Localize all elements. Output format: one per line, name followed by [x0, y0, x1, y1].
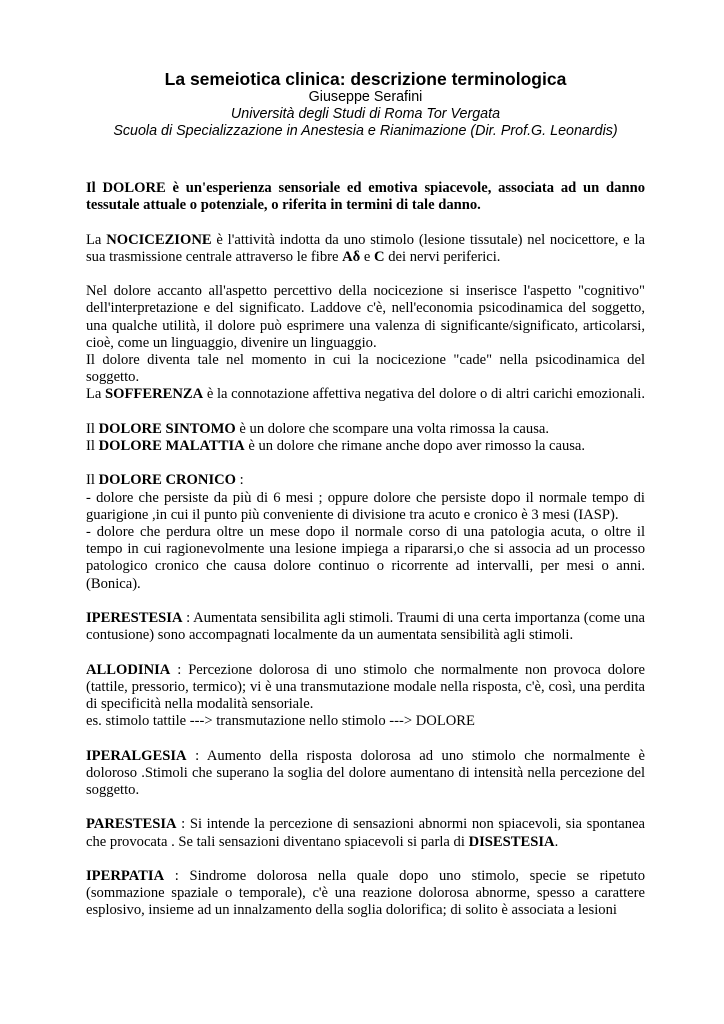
text-fragment: . — [554, 833, 559, 850]
paragraph-iperalgesia — [86, 748, 645, 800]
text-line — [86, 421, 645, 438]
term-dolore-cronico: DOLORE CRONICO — [98, 472, 237, 489]
paragraph-dolore-definition: Il DOLORE è un'esperienza sensoriale ed emotiva spiacevole, associata ad un danno tessutale attuale o potenziale, o riferita in termini di tale danno. — [86, 180, 645, 214]
term-parestesia: PARESTESIA — [86, 816, 177, 833]
text-fragment: : Sindrome dolorosa nella quale dopo uno stimolo, specie se ripetuto (sommazione spaziale o temporale), c'è una reazione dolorosa abnorme, spesso a carattere esplosivo, insieme ad un innalzamento della soglia dolorifica; di solito è associata a lesioni — [86, 867, 645, 919]
text-line: Nel dolore accanto all'aspetto percettivo della nocicezione si inserisce l'aspetto "cognitivo" dell'interpretazione e del significato. Laddove c'è, nell'economia psicodinamica del soggetto, una qualche utilità, il dolore può esprimere una valenza di significante/significato, articolarsi, cioè, come un linguaggio, divenire un linguaggio. — [86, 283, 645, 351]
text-fragment: : Aumento della risposta dolorosa ad uno stimolo che normalmente è doloroso .Stimoli che superano la soglia del dolore aumentano di intensità nella percezione del soggetto. — [86, 747, 645, 798]
document-header — [86, 0, 645, 140]
term-nocicezione: NOCICEZIONE — [106, 231, 212, 248]
list-item: - dolore che perdura oltre un mese dopo il normale corso di una patologia acuta, o oltre il tempo in cui ragionevolmente una lesione impiega a ripararsi,o che si associa ad un processo patologico cronico che causa dolore continuo o ricorrente ad intervalli, per mesi o anni. (Bonica). — [86, 524, 645, 592]
text-fragment: La — [86, 231, 107, 248]
text-line — [86, 662, 645, 714]
paragraph-sintomo-malattia — [86, 421, 645, 455]
document-body — [86, 180, 645, 920]
paragraph-cognitive-aspect — [86, 283, 645, 403]
university-name: Università degli Studi di Roma Tor Vergata — [230, 106, 501, 122]
text-line — [86, 438, 645, 455]
text-fragment: è l'attività indotta da uno stimolo (lesione tissutale) nel nocicettore, e la sua trasmissione centrale attraverso le fibre — [86, 231, 645, 265]
author-name: Giuseppe Serafini — [308, 89, 423, 105]
document-title: La semeiotica clinica: descrizione terminologica — [164, 69, 567, 89]
term-dolore-malattia: DOLORE MALATTIA — [98, 438, 245, 454]
list-item: - dolore che persiste da più di 6 mesi ; oppure dolore che persiste dopo il normale tempo di guarigione ,in cui il punto più conveniente di divisione tra acuto e cronico è 3 mesi (IASP). — [86, 489, 645, 523]
term-disestesia: DISESTESIA — [468, 833, 555, 850]
text-fragment: : Percezione dolorosa di uno stimolo che normalmente non provoca dolore (tattile, pressorio, termico); vi è una transmutazione modale nella risposta, c'è, così, una perdita di specificità nella modalità sensoriale. — [86, 661, 645, 712]
text-line-sofferenza — [86, 386, 645, 403]
paragraph-iperestesia — [86, 610, 645, 644]
paragraph-allodinia — [86, 662, 645, 731]
term-dolore-sintomo: DOLORE SINTOMO — [98, 420, 236, 437]
paragraph-parestesia — [86, 816, 645, 850]
term-sofferenza: SOFFERENZA — [105, 386, 204, 403]
fiber-c: C — [374, 248, 385, 265]
term-iperalgesia: IPERALGESIA — [86, 747, 187, 764]
text-line — [86, 472, 645, 489]
text-fragment: è un dolore che rimane anche dopo aver rimosso la causa. — [244, 438, 586, 454]
paragraph-iperpatia — [86, 868, 645, 920]
text-fragment: : Aumentata sensibilita agli stimoli. Traumi di una certa importanza (come una contusione) sono accompagnati localmente da un aumentata sensibilità agli stimoli. — [86, 610, 645, 644]
text-fragment: è la connotazione affettiva negativa del dolore o di altri carichi emozionali. — [203, 386, 645, 403]
text-fragment: è un dolore che scompare una volta rimossa la causa. — [235, 420, 550, 437]
term-allodinia: ALLODINIA — [86, 661, 171, 678]
text-fragment: dei nervi periferici. — [384, 248, 501, 265]
text-fragment: La — [86, 386, 106, 403]
term-iperpatia: IPERPATIA — [86, 867, 165, 884]
fiber-a-delta: Aδ — [342, 248, 361, 265]
text-fragment: : Si intende la percezione di sensazioni abnormi non spiacevoli, sia spontanea che provocata . Se tali sensazioni diventano spiacevoli si parla di — [86, 816, 645, 850]
text-line: Il dolore diventa tale nel momento in cui la nocicezione "cade" nella psicodinamica del soggetto. — [86, 352, 645, 386]
paragraph-nocicezione — [86, 232, 645, 266]
text-fragment: Il — [86, 438, 99, 454]
text-fragment: Il — [86, 420, 99, 437]
text-fragment: : — [236, 472, 244, 489]
text-fragment: Il — [86, 472, 99, 489]
term-iperestesia: IPERESTESIA — [86, 610, 183, 626]
school-name: Scuola di Specializzazione in Anestesia e Rianimazione (Dir. Prof.G. Leonardis) — [113, 123, 618, 139]
paragraph-dolore-cronico — [86, 472, 645, 592]
text-fragment: e — [360, 248, 375, 265]
example-line: es. stimolo tattile ---> transmutazione nello stimolo ---> DOLORE — [86, 713, 475, 730]
